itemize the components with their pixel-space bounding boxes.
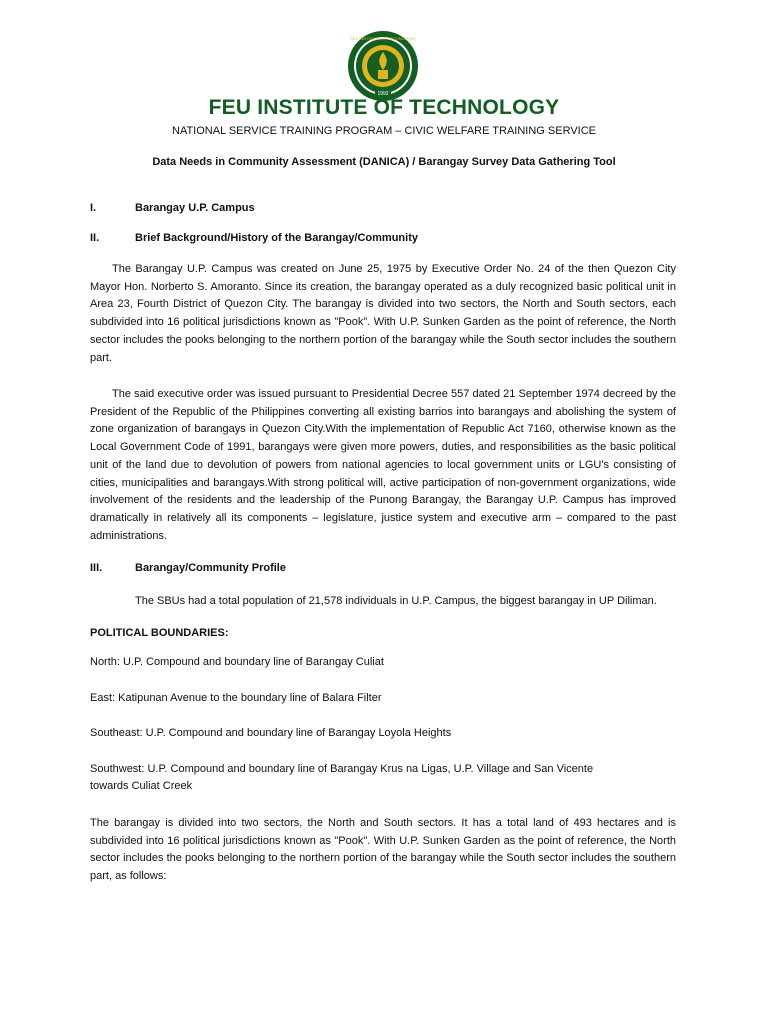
feu-tech-seal-icon — [347, 30, 419, 102]
section-1-heading: I. Barangay U.P. Campus — [90, 202, 255, 214]
section-2-heading: II. Brief Background/History of the Barangay/Community — [90, 232, 418, 244]
boundary-southwest-cont: towards Culiat Creek — [90, 780, 193, 792]
program-name: NATIONAL SERVICE TRAINING PROGRAM – CIVIC WELFARE TRAINING SERVICE — [172, 125, 596, 137]
boundary-east: East: Katipunan Avenue to the boundary line of Balara Filter — [90, 692, 382, 704]
sectors-paragraph: The barangay is divided into two sectors, the North and South sectors. It has a total land of 493 hectares and is subdivided into 16 political jurisdictions known as "Pook". With U.P. Sunken Garden as the point of reference, the North sector includes the pooks belonging to the northern portion of the barangay while the South sector includes the southern part, as follows: — [90, 817, 676, 883]
boundary-southeast: Southeast: U.P. Compound and boundary line of Barangay Loyola Heights — [90, 727, 452, 739]
boundaries-heading: POLITICAL BOUNDARIES: — [90, 627, 229, 639]
document-title: Data Needs in Community Assessment (DANICA) / Barangay Survey Data Gathering Tool — [152, 156, 616, 168]
section-3-heading: III. Barangay/Community Profile — [90, 562, 286, 574]
population-text: The SBUs had a total population of 21,578 individuals in U.P. Campus, the biggest barangay in UP Diliman. — [135, 595, 657, 607]
institution-name: FEU INSTITUTE OF TECHNOLOGY — [208, 96, 560, 119]
svg-text:1992: 1992 — [377, 91, 389, 97]
boundary-southwest: Southwest: U.P. Compound and boundary line of Barangay Krus na Ligas, U.P. Village and San Vicente — [90, 763, 594, 775]
history-paragraph-2: The said executive order was issued pursuant to Presidential Decree 557 dated 21 September 1974 decreed by the President of the Republic of the Philippines converting all existing barrios into barangays and abolishing the system of zone organization of barangays in Quezon City.With the implementation of Republic Act 7160, otherwise known as the Local Government Code of 1991, barangays were given more powers, duties, and responsibilities as the basic political unit of the land due to devolution of powers from national agencies to local government units or LGU's consisting of cities, municipalities and barangays.With strong political will, active participation of non-government organizations, wide involvement of the residents and the leadership of the Punong Barangay, the Barangay U.P. Campus has improved dramatically in relatively all its components – legislature, justice system and executive arm – compared to the past administrations. — [90, 388, 676, 542]
svg-text:FEU INSTITUTE OF TECHNOLOGY: FEU INSTITUTE OF TECHNOLOGY — [350, 36, 416, 41]
boundary-north: North: U.P. Compound and boundary line of Barangay Culiat — [90, 656, 384, 668]
history-paragraph-1: The Barangay U.P. Campus was created on June 25, 1975 by Executive Order No. 24 of the then Quezon City Mayor Hon. Norberto S. Amoranto. Since its creation, the barangay operated as a duly recognized basic political unit in Area 23, Fourth District of Quezon City. The barangay is divided into two sectors, the North and South sectors, each subdivided into 16 political jurisdictions known as "Pook". With U.P. Sunken Garden as the point of reference, the North sector includes the pooks belonging to the northern portion of the barangay while the South sector includes the southern part. — [90, 263, 676, 364]
